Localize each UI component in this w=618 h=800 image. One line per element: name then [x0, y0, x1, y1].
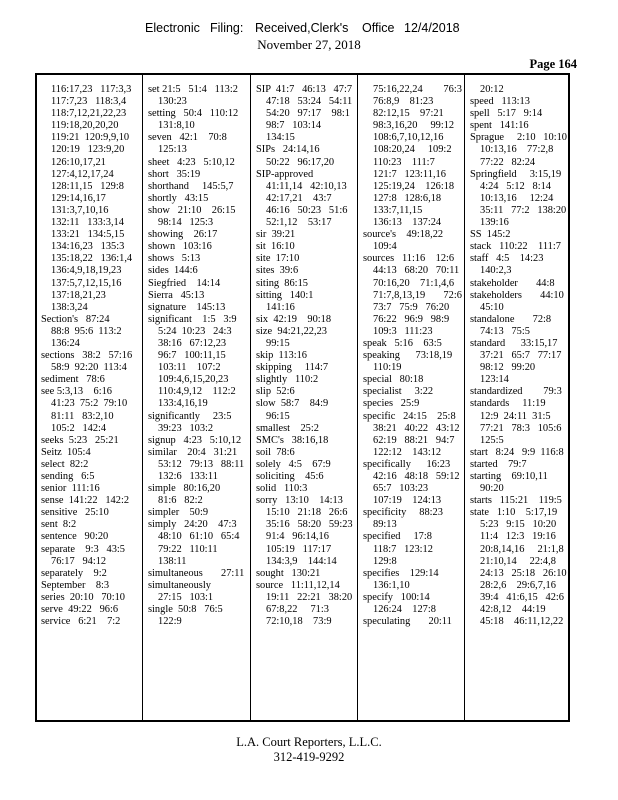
index-line: starting 69:10,11: [470, 471, 548, 482]
index-line: 42:17,21 43:7: [266, 192, 332, 204]
index-line: sites 39:6: [256, 265, 299, 277]
index-line: 127:8 128:6,18: [373, 192, 442, 204]
index-column-1: [41, 84, 145, 628]
index-line: skip 113:16: [256, 350, 307, 362]
index-line: 27:15 103:1: [158, 591, 214, 603]
index-line: 5:24 10:23 24:3: [158, 325, 232, 337]
index-line: Sprague 2:10 10:10: [470, 132, 567, 144]
index-line: 82:12,15 97:21: [373, 108, 444, 120]
index-line: 132:11 133:3,14: [51, 217, 124, 229]
index-line: series 20:10 70:10: [41, 591, 125, 603]
index-line: 125:19,24 126:18: [373, 180, 455, 192]
index-line: 73:7 75:9 76:20: [373, 301, 450, 313]
index-line: similar 20:4 31:21: [148, 446, 238, 458]
index-line: 129:8: [373, 555, 397, 567]
index-line: SIPs 24:14,16: [256, 144, 320, 156]
index-line: slightly 110:2: [256, 374, 319, 386]
index-line: 20:8,14,16 21:1,8: [480, 543, 564, 555]
index-line: simultaneous 27:11: [148, 567, 245, 579]
header-office: Office: [362, 21, 395, 35]
index-line: 46:16 50:23 51:6: [266, 204, 348, 216]
index-line: 131:3,7,10,16: [51, 204, 109, 216]
index-line: 121:7 123:11,16: [373, 168, 446, 180]
index-line: 108:6,7,10,12,16: [373, 132, 444, 144]
header-office-date: 12/4/2018: [404, 21, 460, 35]
index-line: 44:13 68:20 70:11: [373, 265, 460, 277]
index-line: 19:11 22:21 38:20: [266, 591, 353, 603]
footer-company: L.A. Court Reporters, L.L.C.: [236, 735, 382, 749]
index-line: soil 78:6: [256, 446, 295, 458]
index-line: 35:16 58:20 59:23: [266, 519, 353, 531]
index-line: specific 24:15 25:8: [363, 410, 456, 422]
index-line: sit 16:10: [256, 241, 295, 253]
index-line: starts 115:21 119:5: [470, 495, 562, 507]
index-line: 105:19 117:17: [266, 543, 332, 555]
index-column-2: [148, 84, 252, 628]
index-line: 108:20,24 109:2: [373, 144, 452, 156]
index-line: 88:8 95:6 113:2: [51, 325, 122, 337]
index-line: 53:12 79:13 88:11: [158, 458, 245, 470]
index-line: size 94:21,22,23: [256, 325, 327, 337]
index-line: specify 100:14: [363, 591, 430, 603]
index-line: sensitive 25:10: [41, 507, 109, 519]
index-line: 96:15: [266, 410, 290, 422]
index-column-3: [256, 84, 360, 628]
index-line: sorry 13:10 14:13: [256, 495, 343, 507]
index-line: spent 141:16: [470, 120, 529, 132]
index-line: Siegfried 14:14: [148, 277, 221, 289]
index-line: 41:11,14 42:10,13: [266, 180, 347, 192]
index-line: state 1:10 5:17,19: [470, 507, 558, 519]
index-line: standards 11:19: [470, 398, 546, 410]
index-line: sending 6:5: [41, 471, 95, 482]
index-line: 76:8,9 81:23: [373, 96, 434, 108]
index-line: 138:3,24: [51, 301, 88, 313]
index-line: 98:14 125:3: [158, 217, 214, 229]
index-line: 107:19 124:13: [373, 495, 442, 507]
index-line: 72:10,18 73:9: [266, 616, 332, 628]
index-line: 47:18 53:24 54:11: [266, 96, 353, 108]
index-line: 67:8,22 71:3: [266, 604, 329, 616]
index-line: species 25:9: [363, 398, 420, 410]
index-line: 39:4 41:6,15 42:6: [480, 591, 564, 603]
index-line: 140:2,3: [480, 265, 512, 277]
index-line: 136:1,10: [373, 579, 410, 591]
index-line: sense 141:22 142:2: [41, 495, 130, 507]
index-line: 77:21 78:3 105:6: [480, 422, 562, 434]
index-line: skipping 114:7: [256, 362, 329, 374]
index-line: 41:23 75:2 79:10: [51, 398, 128, 410]
index-line: 20:12: [480, 84, 504, 95]
index-line: sitting 140:1: [256, 289, 314, 301]
index-line: slow 58:7 84:9: [256, 398, 329, 410]
index-line: 35:11 77:2 138:20: [480, 204, 567, 216]
index-line: 37:21 65:7 77:17: [480, 350, 562, 362]
index-line: slip 52:6: [256, 386, 295, 398]
index-line: showing 26:17: [148, 229, 218, 241]
header-electronic: Electronic: [145, 21, 200, 35]
index-line: 109:4: [373, 241, 397, 253]
index-line: spell 5:17 9:14: [470, 108, 543, 120]
index-line: site 17:10: [256, 253, 300, 265]
index-line: specifies 129:14: [363, 567, 439, 579]
index-line: signup 4:23 5:10,12: [148, 434, 242, 446]
index-line: 58:9 92:20 113:4: [51, 362, 127, 374]
index-line: 110:4,9,12 112:2: [158, 386, 236, 398]
index-line: 98:3,16,20 99:12: [373, 120, 455, 132]
index-line: 126:10,17,21: [51, 156, 106, 168]
index-line: 125:13: [158, 144, 187, 156]
index-line: simultaneously: [148, 579, 211, 591]
index-line: 134:15: [266, 132, 295, 144]
index-line: standardized 79:3: [470, 386, 562, 398]
index-line: specifically 16:23: [363, 458, 451, 470]
index-line: 134:16,23 135:3: [51, 241, 125, 253]
index-line: 42:8,12 44:19: [480, 604, 546, 616]
index-line: 110:23 111:7: [373, 156, 435, 168]
index-line: 120:19 123:9,20: [51, 144, 125, 156]
index-line: serve 49:22 96:6: [41, 604, 119, 616]
index-line: started 79:7: [470, 458, 527, 470]
index-line: significantly 23:5: [148, 410, 232, 422]
index-line: 136:13 137:24: [373, 217, 442, 229]
index-line: shorthand 145:5,7: [148, 180, 234, 192]
index-line: specialist 3:22: [363, 386, 434, 398]
index-column-4: [363, 84, 467, 628]
index-line: service 6:21 7:2: [41, 616, 121, 628]
index-line: short 35:19: [148, 168, 201, 180]
index-line: 109:4,6,15,20,23: [158, 374, 229, 386]
index-line: significant 1:5 3:9: [148, 313, 237, 325]
index-line: 119:18,20,20,20: [51, 120, 119, 132]
index-line: specified 17:8: [363, 531, 432, 543]
index-line: stakeholders 44:10: [470, 289, 564, 301]
index-line: 141:16: [266, 301, 295, 313]
page-number: Page 164: [529, 57, 577, 71]
index-line: 38:16 67:12,23: [158, 337, 227, 349]
index-line: 28:2,6 29:6,7,16: [480, 579, 556, 591]
index-line: six 42:19 90:18: [256, 313, 332, 325]
index-line: 4:24 5:12 8:14: [480, 180, 552, 192]
index-line: 134:3,9 144:14: [266, 555, 337, 567]
index-line: Section's 87:24: [41, 313, 110, 325]
index-line: smallest 25:2: [256, 422, 319, 434]
index-line: sheet 4:23 5:10,12: [148, 156, 235, 168]
index-line: SS 145:2: [470, 229, 511, 241]
index-line: 81:6 82:2: [158, 495, 203, 507]
index-line: specificity 88:23: [363, 507, 443, 519]
index-line: 81:11 83:2,10: [51, 410, 114, 422]
index-line: 135:18,22 136:1,4: [51, 253, 133, 265]
index-line: sediment 78:6: [41, 374, 105, 386]
index-line: speculating 20:11: [363, 616, 452, 628]
index-line: 133:7,11,15: [373, 204, 423, 216]
index-line: 48:10 61:10 65:4: [158, 531, 240, 543]
index-line: 116:17,23 117:3,3: [51, 84, 132, 95]
index-line: 54:20 97:17 98:1: [266, 108, 350, 120]
index-line: 122:9: [158, 616, 182, 628]
index-line: separately 9:2: [41, 567, 107, 579]
index-line: 98:7 103:14: [266, 120, 322, 132]
index-line: sir 39:21: [256, 229, 296, 241]
index-line: 76:17 94:12: [51, 555, 107, 567]
index-line: shows 5:13: [148, 253, 201, 265]
index-line: sent 8:2: [41, 519, 77, 531]
index-line: 10:13,16 77:2,8: [480, 144, 554, 156]
index-line: 117:7,23 118:3,4: [51, 96, 127, 108]
hearing-date: November 27, 2018: [257, 37, 361, 52]
index-line: 99:15: [266, 337, 290, 349]
index-line: 90:20: [480, 483, 504, 495]
index-line: 5:23 9:15 10:20: [480, 519, 557, 531]
index-line: speed 113:13: [470, 96, 530, 108]
index-line: select 82:2: [41, 458, 89, 470]
index-line: single 50:8 76:5: [148, 604, 223, 616]
index-line: 118:7,12,21,22,23: [51, 108, 127, 120]
index-line: special 80:18: [363, 374, 424, 386]
index-line: September 8:3: [41, 579, 110, 591]
index-line: SMC's 38:16,18: [256, 434, 329, 446]
index-line: solid 110:3: [256, 483, 308, 495]
index-line: 98:12 99:20: [480, 362, 536, 374]
index-line: separate 9:3 43:5: [41, 543, 125, 555]
index-line: 79:22 110:11: [158, 543, 218, 555]
index-line: 132:6 133:11: [158, 471, 218, 482]
index-line: sources 11:16 12:6: [363, 253, 455, 265]
index-line: 131:8,10: [158, 120, 195, 132]
index-line: source's 49:18,22: [363, 229, 444, 241]
index-line: 105:2 142:4: [51, 422, 107, 434]
index-line: set 21:5 51:4 113:2: [148, 84, 238, 95]
index-line: 103:11 107:2: [158, 362, 221, 374]
index-line: staff 4:5 14:23: [470, 253, 544, 265]
index-line: 91:4 96:14,16: [266, 531, 329, 543]
index-line: simpler 50:9: [148, 507, 209, 519]
index-line: 119:21 120:9,9,10: [51, 132, 130, 144]
header-filing: Filing:: [210, 21, 244, 35]
index-line: 118:7 123:12: [373, 543, 433, 555]
index-line: speak 5:16 63:5: [363, 337, 442, 349]
index-line: 133:4,16,19: [158, 398, 208, 410]
index-line: 126:24 127:8: [373, 604, 436, 616]
index-line: 39:23 103:2: [158, 422, 214, 434]
index-line: 136:24: [51, 337, 80, 349]
index-line: 65:7 103:23: [373, 483, 429, 495]
index-line: 74:13 75:5: [480, 325, 530, 337]
index-line: shortly 43:15: [148, 192, 209, 204]
index-line: 38:21 40:22 43:12: [373, 422, 460, 434]
index-line: signature 145:13: [148, 301, 226, 313]
index-line: seeks 5:23 25:21: [41, 434, 119, 446]
index-line: 76:22 96:9 98:9: [373, 313, 450, 325]
index-line: standalone 72:8: [470, 313, 552, 325]
index-line: 11:4 12:3 19:16: [480, 531, 556, 543]
index-line: soliciting 45:6: [256, 471, 324, 482]
footer-phone: 312-419-9292: [273, 750, 345, 764]
index-line: simply 24:20 47:3: [148, 519, 237, 531]
index-column-5: [470, 84, 574, 628]
index-line: 50:22 96:17,20: [266, 156, 335, 168]
index-line: solely 4:5 67:9: [256, 458, 331, 470]
index-line: sections 38:2 57:16: [41, 350, 133, 362]
index-line: source 11:11,12,14: [256, 579, 340, 591]
index-line: Springfield 3:15,19: [470, 168, 562, 180]
index-line: 129:14,16,17: [51, 192, 106, 204]
index-line: 130:23: [158, 96, 187, 108]
index-line: 62:19 88:21 94:7: [373, 434, 455, 446]
index-line: 15:10 21:18 26:6: [266, 507, 348, 519]
index-line: 42:16 48:18 59:12: [373, 471, 460, 482]
index-line: 128:11,15 129:8: [51, 180, 124, 192]
index-line: Seitz 105:4: [41, 446, 91, 458]
index-line: see 5:3,13 6:16: [41, 386, 112, 398]
index-line: 125:5: [480, 434, 504, 446]
header-received: Received,Clerk's: [255, 21, 349, 35]
index-line: 136:4,9,18,19,23: [51, 265, 122, 277]
index-line: standard 33:15,17: [470, 337, 558, 349]
index-line: simple 80:16,20: [148, 483, 221, 495]
index-line: seven 42:1 70:8: [148, 132, 227, 144]
index-line: 45:10: [480, 301, 504, 313]
index-line: 89:13: [373, 519, 397, 531]
index-line: speaking 73:18,19: [363, 350, 453, 362]
index-line: senior 111:16: [41, 483, 100, 495]
index-line: stack 110:22 111:7: [470, 241, 561, 253]
index-line: 52:1,12 53:17: [266, 217, 332, 229]
index-line: sides 144:6: [148, 265, 198, 277]
index-line: sought 130:21: [256, 567, 321, 579]
index-line: SIP-approved: [256, 168, 314, 180]
index-line: show 21:10 26:15: [148, 204, 236, 216]
index-line: 138:11: [158, 555, 187, 567]
index-line: 24:13 25:18 26:10: [480, 567, 567, 579]
index-line: 139:16: [480, 217, 509, 229]
index-line: 21:10,14 22:4,8: [480, 555, 556, 567]
index-line: 110:19: [373, 362, 402, 374]
index-line: 137:5,7,12,15,16: [51, 277, 122, 289]
index-line: 75:16,22,24 76:3: [373, 84, 462, 95]
index-line: 45:18 46:11,12,22: [480, 616, 564, 628]
index-line: 109:3 111:23: [373, 325, 433, 337]
index-line: 77:22 82:24: [480, 156, 536, 168]
index-line: 10:13,16 12:24: [480, 192, 554, 204]
index-line: 122:12 143:12: [373, 446, 442, 458]
index-line: 137:18,21,23: [51, 289, 106, 301]
index-line: siting 86:15: [256, 277, 308, 289]
index-line: 70:16,20 71:1,4,6: [373, 277, 455, 289]
index-line: Sierra 45:13: [148, 289, 205, 301]
index-line: 96:7 100:11,15: [158, 350, 226, 362]
index-line: 133:21 134:5,15: [51, 229, 125, 241]
index-line: shown 103:16: [148, 241, 212, 253]
index-line: 123:14: [480, 374, 509, 386]
index-line: SIP 41:7 46:13 47:7: [256, 84, 353, 95]
index-line: 127:4,12,17,24: [51, 168, 114, 180]
index-line: 71:7,8,13,19 72:6: [373, 289, 462, 301]
index-line: sentence 90:20: [41, 531, 109, 543]
index-line: start 8:24 9:9 116:8: [470, 446, 564, 458]
index-line: 12:9 24:11 31:5: [480, 410, 551, 422]
index-line: stakeholder 44:8: [470, 277, 555, 289]
index-line: setting 50:4 110:12: [148, 108, 239, 120]
